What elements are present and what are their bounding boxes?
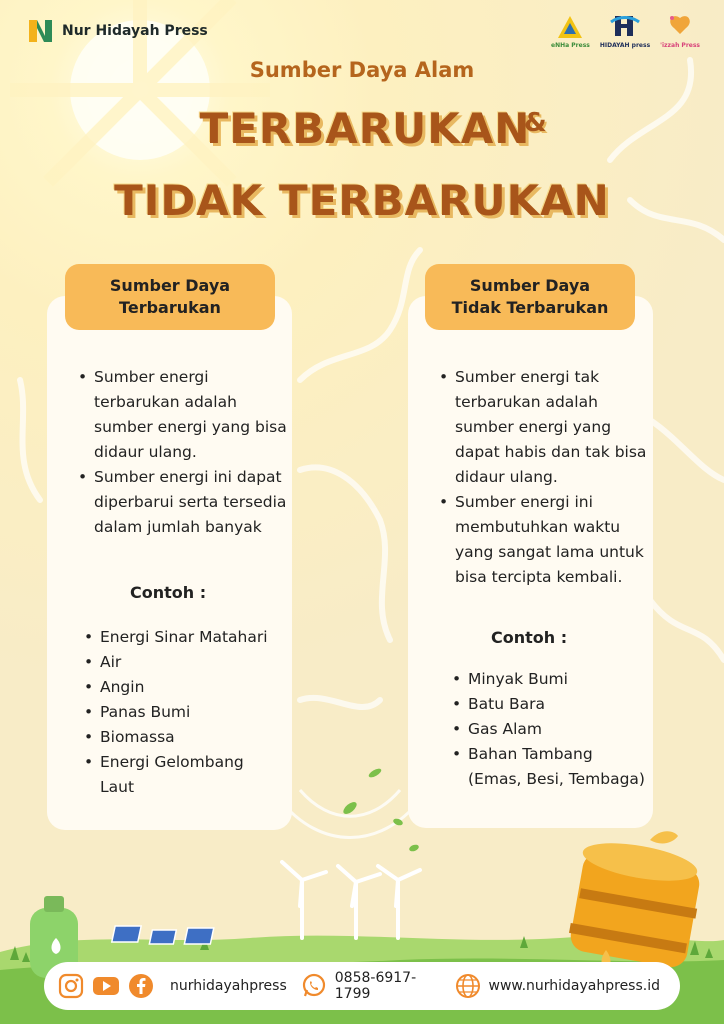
youtube-icon[interactable] xyxy=(92,975,120,997)
title-ampersand: & xyxy=(524,108,547,138)
title-subheading: Sumber Daya Alam xyxy=(249,58,475,82)
renewable-examples-label: Contoh : xyxy=(130,583,207,602)
list-item: • Panas Bumi xyxy=(82,700,282,725)
title-line-1: TERBARUKAN xyxy=(199,104,531,153)
renewable-description-list xyxy=(76,365,288,540)
hidayah-logo-icon xyxy=(609,14,641,40)
partner-logo-enha: eNHa Press xyxy=(551,14,590,49)
izzah-logo-icon xyxy=(666,14,694,40)
whatsapp-icon[interactable] xyxy=(301,973,327,999)
nur-hidayah-logo-icon xyxy=(26,18,54,44)
list-item: • Energi Sinar Matahari xyxy=(82,625,282,650)
partner-logo-hidayah: HIDAYAH press xyxy=(600,14,650,49)
list-item: • Sumber energi tak terbarukan adalah sumber energi yang dapat habis dan tak bisa didaur ulang. xyxy=(437,365,649,490)
brand xyxy=(26,18,208,44)
list-item: • Air xyxy=(82,650,282,675)
list-item: • Minyak Bumi xyxy=(450,667,650,692)
enha-logo-icon xyxy=(556,14,584,40)
website-link[interactable]: www.nurhidayahpress.id xyxy=(488,978,660,994)
list-item: • Batu Bara xyxy=(450,692,650,717)
list-item: • Gas Alam xyxy=(450,717,650,742)
partner-logo-izzah: 'izzah Press xyxy=(660,14,700,49)
facebook-icon[interactable] xyxy=(128,973,154,999)
brand-name: Nur Hidayah Press xyxy=(62,23,208,39)
title-line-2: TIDAK TERBARUKAN xyxy=(114,176,610,225)
list-item: • Sumber energi ini dapat diperbarui serta tersedia dalam jumlah banyak xyxy=(76,465,288,540)
non-renewable-heading xyxy=(425,264,635,330)
non-renewable-description-list xyxy=(437,365,649,590)
partner-logos xyxy=(551,14,700,49)
globe-icon[interactable] xyxy=(455,973,481,999)
renewable-heading-text: Sumber Daya Terbarukan xyxy=(109,275,231,317)
renewable-examples-list xyxy=(82,625,282,800)
non-renewable-examples-list xyxy=(450,667,650,792)
contact-footer xyxy=(44,962,680,1010)
renewable-heading xyxy=(65,264,275,330)
social-handle[interactable]: nurhidayahpress xyxy=(170,978,287,994)
list-item: • Biomassa xyxy=(82,725,282,750)
list-item: • Angin xyxy=(82,675,282,700)
phone-number[interactable]: 0858-6917-1799 xyxy=(334,970,417,1002)
non-renewable-heading-text: Sumber Daya Tidak Terbarukan xyxy=(451,275,609,317)
list-item: • Energi Gelombang Laut xyxy=(82,750,282,800)
list-item: • Sumber energi ini membutuhkan waktu yang sangat lama untuk bisa tercipta kembali. xyxy=(437,490,649,590)
instagram-icon[interactable] xyxy=(58,973,84,999)
non-renewable-examples-label: Contoh : xyxy=(491,628,568,647)
list-item: • Bahan Tambang (Emas, Besi, Tembaga) xyxy=(450,742,650,792)
list-item: • Sumber energi terbarukan adalah sumber energi yang bisa didaur ulang. xyxy=(76,365,288,465)
